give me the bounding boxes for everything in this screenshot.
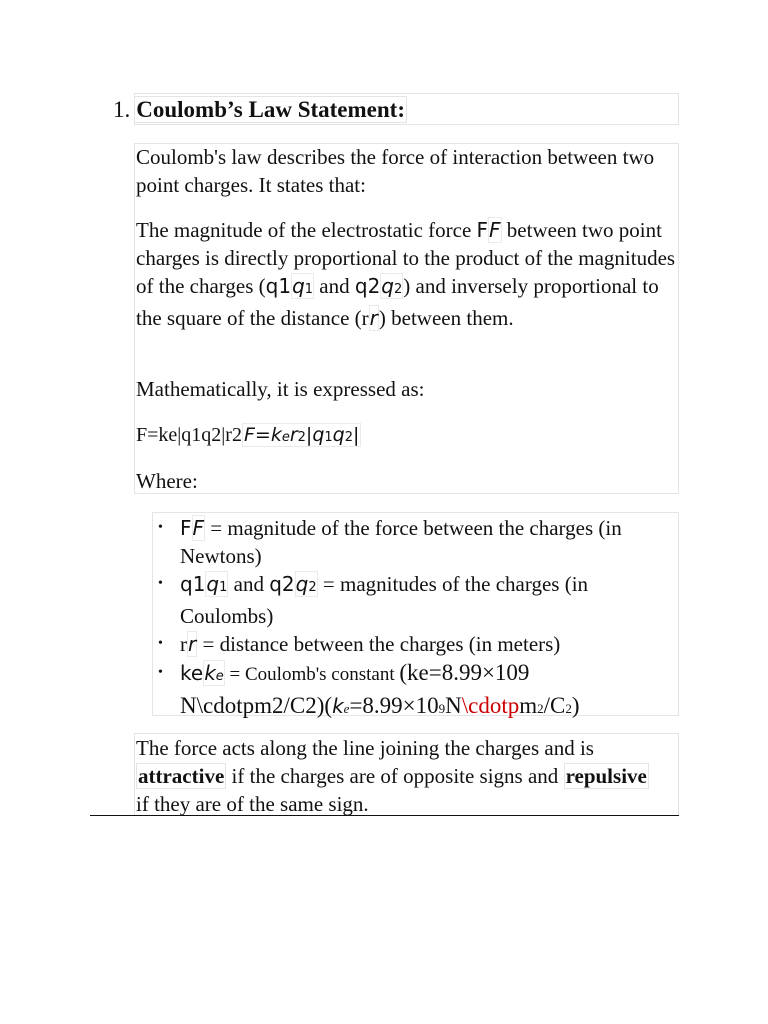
r-symbol-math: r	[369, 306, 378, 330]
const-exponent: 9	[438, 701, 446, 716]
list-item	[152, 514, 672, 570]
def-q2-letter: q	[295, 572, 309, 596]
closing-text-1: The force acts along the line joining the charges and is	[136, 736, 594, 760]
def-q2-plain: q2	[269, 572, 295, 596]
q2-subscript: 2	[394, 282, 403, 297]
section-number: 1.	[113, 97, 131, 122]
def-charges-text: = magnitudes of the charges (in Coulombs)	[180, 572, 589, 628]
math-intro: Mathematically, it is expressed as:	[136, 377, 425, 401]
q1-symbol-plain: q1	[265, 274, 292, 298]
def-q1-math	[205, 571, 228, 597]
formula-bar-close: |	[353, 424, 360, 446]
const-close-paren: )	[571, 693, 580, 718]
def-force-math: F	[192, 516, 205, 540]
def-force-plain: F	[180, 516, 192, 540]
q1-subscript: 1	[304, 282, 314, 297]
formula-k: k	[270, 424, 282, 446]
statement-and: and	[314, 274, 355, 298]
def-ke-plain: ke	[180, 661, 204, 685]
formula-q1-sub: 1	[324, 430, 333, 445]
closing-paragraph	[136, 734, 656, 818]
def-q2-math	[295, 571, 318, 597]
const-unit-m: m	[519, 693, 538, 718]
section-heading	[113, 95, 407, 125]
const-C-exponent: 2	[565, 701, 572, 716]
closing-text-2: if the charges are of opposite signs and	[226, 764, 564, 788]
def-q2-sub: 2	[308, 580, 317, 595]
bullet-icon: •	[158, 576, 163, 591]
def-ke-sub: e	[215, 669, 224, 684]
def-ke-letter: k	[204, 661, 216, 685]
statement-text-3: ) and inversely proportional to the square of the distance (	[136, 274, 659, 330]
coulomb-constant-plain: (ke=8.99×109 N\cdotpm2/C2)	[180, 660, 530, 718]
closing-text-3: if they are of the same sign.	[136, 792, 369, 816]
def-q1-sub: 1	[219, 580, 228, 595]
coulomb-constant-rendered	[324, 693, 579, 718]
force-symbol-math: F	[489, 218, 501, 242]
def-r-plain: r	[180, 632, 187, 656]
where-label: Where:	[136, 469, 198, 493]
const-unit-C: /C	[543, 693, 566, 718]
const-k: k	[332, 694, 344, 718]
const-value: =8.99×10	[349, 693, 439, 718]
formula-rendered	[242, 423, 361, 447]
formula-plain: F=ke|q1q2|r2	[136, 424, 242, 446]
intro-paragraph: Coulomb's law describes the force of interaction between two point charges. It states that:	[136, 145, 655, 197]
const-m-exponent: 2	[537, 701, 544, 716]
formula-q2: q	[332, 424, 345, 446]
const-k-sub: e	[343, 701, 350, 716]
formula-bar-open: |	[305, 424, 313, 446]
statement-text-1: The magnitude of the electrostatic force	[136, 218, 477, 242]
formula-F: F	[243, 424, 255, 446]
def-ke-math	[203, 660, 225, 686]
bullet-icon: •	[158, 520, 163, 535]
list-item	[152, 570, 672, 630]
const-cdotp-error: \cdotp	[461, 693, 520, 718]
q1-symbol-math	[291, 273, 314, 299]
formula-equals: =	[254, 424, 271, 446]
bullet-icon: •	[158, 665, 163, 680]
def-ke-text: = Coulomb's constant	[224, 664, 400, 685]
formula-q2-sub: 2	[344, 430, 354, 445]
def-r-text: = distance between the charges (in meters)	[197, 632, 561, 656]
attractive-term: attractive	[138, 764, 225, 788]
formula-r-sub: 2	[297, 430, 306, 445]
list-item	[152, 658, 672, 723]
formula-k-sub: e	[281, 430, 290, 445]
section-title: Coulomb’s Law Statement:	[136, 97, 405, 122]
statement-text-2: between two point charges is directly proportional to the product of the magnitudes of the charges (	[136, 218, 676, 298]
repulsive-term: repulsive	[565, 764, 647, 788]
def-r-math: r	[188, 632, 197, 656]
q2-symbol-plain: q2	[354, 274, 381, 298]
statement-text-4: ) between them.	[378, 306, 514, 330]
r-symbol-plain: r	[361, 306, 369, 330]
def-q1-letter: q	[206, 572, 220, 596]
definitions-list	[152, 514, 672, 723]
q1-letter: q	[292, 274, 305, 298]
force-symbol-plain: F	[476, 218, 489, 242]
const-unit-N: N	[445, 693, 462, 718]
const-open-paren: (	[324, 693, 333, 718]
q2-symbol-math	[380, 273, 403, 299]
formula-line	[136, 421, 676, 452]
formula-q1: q	[312, 424, 325, 446]
def-q1-plain: q1	[180, 572, 206, 596]
horizontal-rule	[90, 815, 679, 816]
bullet-icon: •	[158, 636, 163, 651]
def-force-text: = magnitude of the force between the charges (in Newtons)	[180, 516, 622, 568]
list-item	[152, 630, 672, 658]
def-and: and	[228, 572, 270, 596]
formula-r: r	[289, 424, 298, 446]
statement-paragraph	[136, 216, 676, 332]
q2-letter: q	[381, 274, 394, 298]
